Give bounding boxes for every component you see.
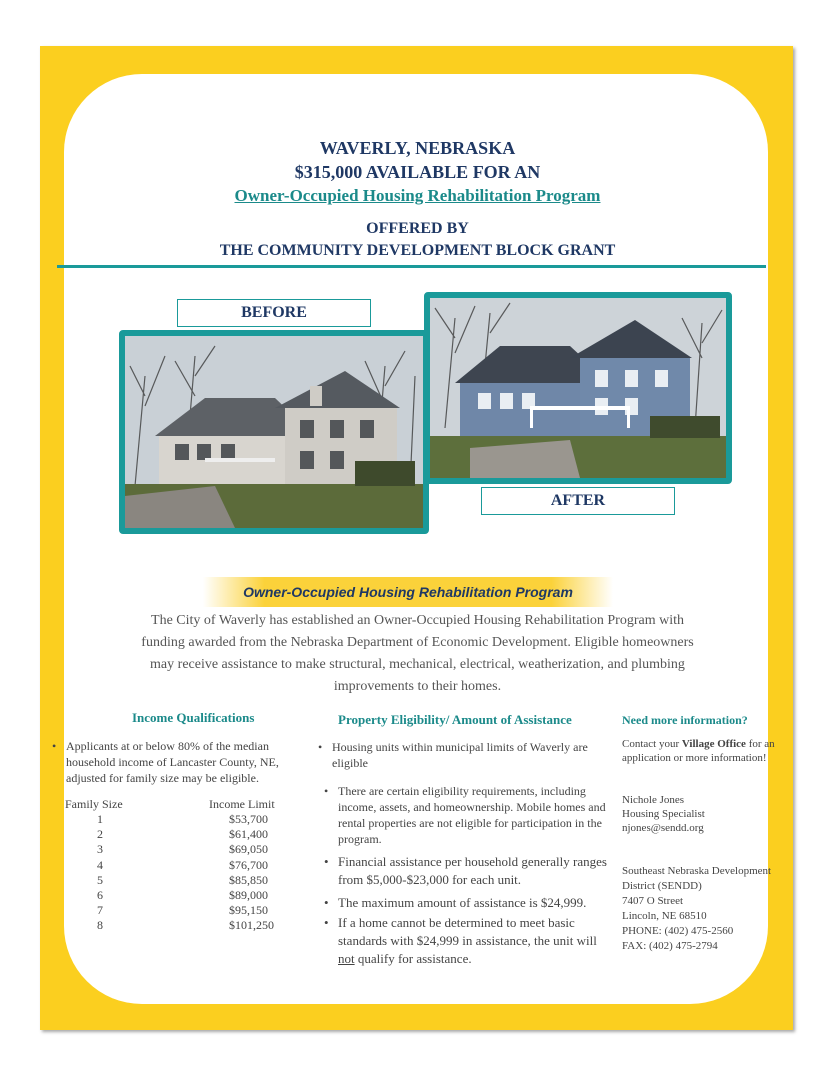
bullet-icon: • (324, 784, 329, 798)
property-bullet-4 (324, 894, 610, 912)
property-bullet-2-text: There are certain eligibility requirements, including income, assets, and homeownership. Mobile homes and rental properties are not eligible for participation in the program. (338, 784, 606, 846)
program-link[interactable]: Owner-Occupied Housing Rehabilitation Program (234, 186, 601, 205)
offered-by: OFFERED BY (366, 220, 469, 237)
org-fax: FAX: (402) 475-2794 (622, 940, 718, 952)
title-amount: $315,000 AVAILABLE FOR AN (294, 162, 541, 182)
org-name: Southeast Nebraska Development District (SENDD) (622, 865, 772, 892)
income-limit-cell: $85,850 (229, 872, 268, 887)
income-heading: Income Qualifications (132, 710, 255, 725)
org-city: Lincoln, NE 68510 (622, 910, 707, 922)
property-bullet-1-text: Housing units within municipal limits of Waverly are eligible (332, 740, 588, 770)
before-label: BEFORE (177, 299, 371, 327)
info-organization (622, 864, 780, 954)
info-contact-office: Village Office (681, 738, 746, 750)
property-bullet-1 (318, 739, 610, 771)
family-size-cell: 8 (97, 918, 103, 933)
family-size-cell: 5 (97, 872, 103, 887)
family-size-cell: 1 (97, 812, 103, 826)
before-house-image (125, 336, 423, 528)
income-limit-cell: $89,000 (229, 888, 268, 902)
family-size-cell: 4 (97, 857, 103, 872)
property-bullet-5-pre: If a home cannot be determined to meet basic standards with $24,999 in assistance, the unit will (338, 915, 597, 948)
org-street: 7407 O Street (622, 895, 684, 907)
contact-email[interactable]: njones@sendd.org (622, 822, 704, 834)
family-size-cell: 6 (97, 888, 103, 902)
info-contact (622, 737, 780, 765)
income-bullet-text: Applicants at or below 80% of the median household income of Lancaster County, NE, adjusted for family size may be eligible. (66, 739, 279, 785)
info-contact-post: for an application or more information! (622, 738, 775, 764)
income-limit-cell: $61,400 (229, 827, 268, 842)
income-col2-header: Income Limit (209, 797, 275, 811)
income-limit-cell: $101,250 (229, 918, 274, 933)
property-bullet-5 (324, 914, 610, 968)
after-label: AFTER (481, 487, 675, 515)
contact-name: Nichole Jones (622, 794, 685, 806)
family-size-cell: 3 (97, 842, 103, 857)
property-bullet-3 (324, 853, 610, 889)
bullet-icon: • (324, 895, 329, 910)
family-size-cell: 2 (97, 827, 103, 842)
bullet-icon: • (324, 915, 329, 930)
bullet-icon: • (318, 740, 323, 754)
income-col1-header: Family Size (65, 797, 123, 811)
header-divider (57, 265, 766, 268)
family-size-cell: 7 (97, 903, 103, 918)
property-bullet-3-text: Financial assistance per household generally ranges from $5,000-$23,000 for each unit. (338, 854, 607, 887)
income-limit-cell: $95,150 (229, 903, 268, 918)
title-location: WAVERLY, NEBRASKA (319, 138, 516, 158)
bullet-icon: • (52, 739, 57, 753)
income-limit-cell: $69,050 (229, 842, 268, 857)
info-contact-pre: Contact your (622, 738, 682, 750)
property-bullet-4-text: The maximum amount of assistance is $24,999. (338, 895, 587, 910)
info-heading: Need more information? (622, 713, 748, 727)
not-emphasis: not (338, 951, 355, 966)
contact-title: Housing Specialist (622, 808, 705, 820)
before-photo (119, 330, 429, 534)
grant-name: THE COMMUNITY DEVELOPMENT BLOCK GRANT (219, 242, 616, 259)
income-limit-cell: $76,700 (229, 857, 268, 872)
after-photo (424, 292, 732, 484)
org-phone: PHONE: (402) 475-2560 (622, 925, 734, 937)
program-banner: Owner-Occupied Housing Rehabilitation Program (203, 577, 613, 607)
property-heading: Property Eligibility/ Amount of Assistance (338, 712, 572, 727)
intro-paragraph: The City of Waverly has established an Owner-Occupied Housing Rehabilitation Program with funding awarded from the Nebraska Department of Economic Development. Eligible homeowners may receive assistance to make structural, mechanical, electrical, weatherization, and plumbing improvements to their homes. (141, 613, 694, 694)
info-person (622, 793, 780, 835)
bullet-icon: • (324, 854, 329, 869)
property-bullet-2 (324, 783, 612, 847)
after-house-image (430, 298, 726, 478)
income-bullet (52, 738, 311, 786)
property-bullet-5-post: qualify for assistance. (354, 951, 472, 966)
income-limit-cell: $53,700 (229, 812, 268, 826)
